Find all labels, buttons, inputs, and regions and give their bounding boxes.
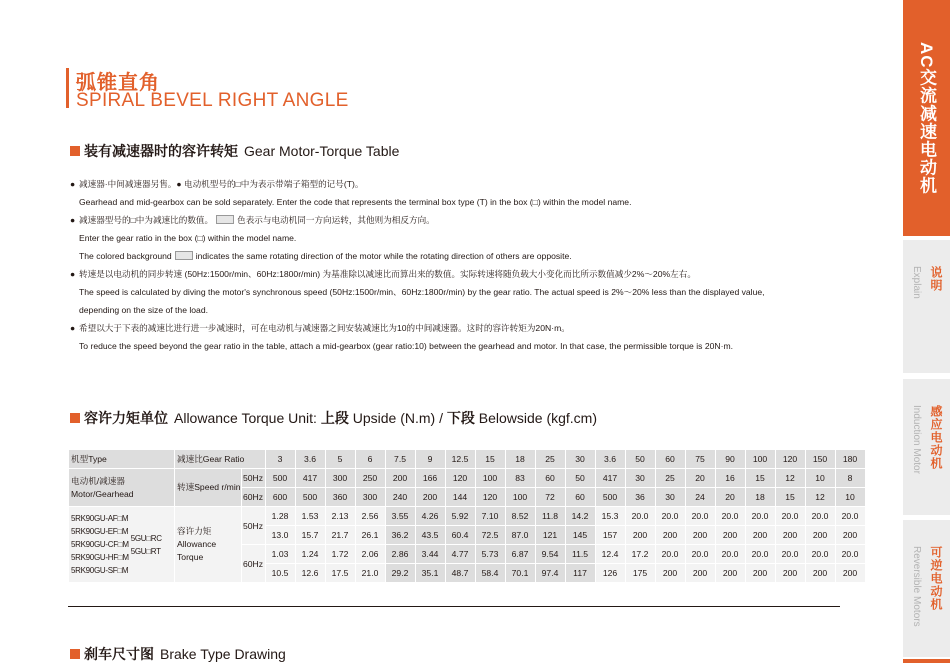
speed-header: 转速Speed r/min — [175, 469, 242, 507]
torque-cell: 1.03 — [265, 545, 295, 564]
ratio-cell: 180 — [835, 450, 865, 469]
torque-cell: 87.0 — [505, 526, 535, 545]
page-title-cn: 弧锥直角 — [76, 72, 160, 94]
speed-cell: 12 — [805, 488, 835, 507]
model-name: 5RK90GU-EF□M — [71, 527, 129, 536]
speed-cell: 100 — [475, 469, 505, 488]
torque-cell: 2.56 — [355, 507, 385, 526]
torque-cell: 21.0 — [355, 564, 385, 583]
torque-cell: 200 — [685, 526, 715, 545]
torque-cell: 21.7 — [325, 526, 355, 545]
torque-cell: 200 — [745, 564, 775, 583]
torque-cell: 200 — [715, 526, 745, 545]
speed-cell: 120 — [475, 488, 505, 507]
torque-cell: 36.2 — [385, 526, 415, 545]
torque-cell: 58.4 — [475, 564, 505, 583]
motor-gearhead-header: 电动机/减速器 Motor/Gearhead — [69, 469, 175, 507]
torque-cell: 1.28 — [265, 507, 295, 526]
speed-cell: 500 — [595, 488, 625, 507]
ratio-cell: 100 — [745, 450, 775, 469]
tab-induction-motor[interactable] — [903, 379, 950, 515]
speed-cell: 10 — [835, 488, 865, 507]
speed-50-row — [69, 469, 866, 488]
ratio-row — [69, 450, 866, 469]
notes-list — [70, 175, 860, 355]
speed-cell: 300 — [325, 469, 355, 488]
torque-cell: 4.77 — [445, 545, 475, 564]
tab-explain-sub: Explain — [911, 266, 922, 299]
section-title-en: Brake Type Drawing — [160, 646, 286, 662]
torque-cell: 20.0 — [775, 545, 805, 564]
torque-cell: 17.5 — [325, 564, 355, 583]
torque-cell: 20.0 — [835, 545, 865, 564]
color-swatch — [216, 215, 234, 224]
tab-reversible-motors-label: 可逆电动机 — [929, 546, 943, 611]
tab-ac-gear-motor-label: AC交流减速电动机 — [917, 42, 936, 195]
speed-cell: 10 — [805, 469, 835, 488]
torque-cell: 20.0 — [625, 507, 655, 526]
torque-cell: 20.0 — [745, 507, 775, 526]
ratio-cell: 150 — [805, 450, 835, 469]
torque-table — [68, 449, 866, 583]
note-line: ● 减速器·中间减速器另售。● 电动机型号的□中为表示带端子箱型的记号(T)。 — [70, 179, 364, 189]
torque-cell: 200 — [715, 564, 745, 583]
torque-cell: 9.54 — [535, 545, 565, 564]
torque-cell: 1.72 — [325, 545, 355, 564]
speed-cell: 20 — [715, 488, 745, 507]
model-name: 5RK90GU-SF□M — [71, 566, 129, 575]
note-line: To reduce the speed beyond the gear ratio in the table, attach a mid-gearbox (gear ratio:10) between the gearhead and motor. In that case, the permissible torque is 20N·m. — [79, 341, 733, 351]
note-line: ● 减速器型号的□中为减速比的数值。 色表示与电动机同一方向运转，其他则为相反方向。 — [70, 215, 435, 225]
note-line: Gearhead and mid-gearbox can be sold separately. Enter the code that represents the terminal box type (T) in the box (□) within the model name. — [79, 197, 632, 207]
section-brake-drawing — [70, 644, 286, 664]
torque-cell: 3.55 — [385, 507, 415, 526]
torque-cell: 20.0 — [655, 545, 685, 564]
torque-cell: 15.3 — [595, 507, 625, 526]
torque-cell: 43.5 — [415, 526, 445, 545]
torque-cell: 200 — [805, 564, 835, 583]
torque-cell: 157 — [595, 526, 625, 545]
note-line: ● 希望以大于下表的减速比进行进一步减速时，可在电动机与减速器之间安装减速比为10的中间减速器。这时的容许转矩为20N·m。 — [70, 323, 570, 333]
ratio-cell: 50 — [625, 450, 655, 469]
torque-cell: 5.92 — [445, 507, 475, 526]
torque-cell: 20.0 — [685, 545, 715, 564]
torque-cell: 13.0 — [265, 526, 295, 545]
torque-cell: 1.24 — [295, 545, 325, 564]
torque-cell: 20.0 — [805, 545, 835, 564]
torque-cell: 10.5 — [265, 564, 295, 583]
torque-cell: 11.8 — [535, 507, 565, 526]
note-line: Enter the gear ratio in the box (□) within the model name. — [79, 233, 297, 243]
speed-cell: 83 — [505, 469, 535, 488]
speed-cell: 24 — [685, 488, 715, 507]
note-line: ● 转速是以电动机的同步转速 (50Hz:1500r/min、60Hz:1800r/min) 为基准除以减速比而算出来的数值。实际转速将随负载大小变化而比所示数值减少2%～20%左右。 — [70, 269, 696, 279]
hz-label: 60Hz — [241, 545, 265, 583]
speed-cell: 30 — [655, 488, 685, 507]
tab-explain[interactable] — [903, 240, 950, 373]
ratio-cell: 3.6 — [595, 450, 625, 469]
model-name: 5RK90GU-CF□M — [71, 540, 129, 549]
torque-cell: 17.2 — [625, 545, 655, 564]
section-title-en: Gear Motor-Torque Table — [244, 143, 400, 159]
torque-cell: 20.0 — [655, 507, 685, 526]
model-header: 机型Type — [69, 450, 175, 469]
ratio-cell: 6 — [355, 450, 385, 469]
torque-cell: 175 — [625, 564, 655, 583]
torque-cell: 4.26 — [415, 507, 445, 526]
speed-cell: 60 — [565, 488, 595, 507]
ratio-cell: 15 — [475, 450, 505, 469]
title-accent-bar — [66, 68, 69, 108]
speed-cell: 15 — [745, 469, 775, 488]
speed-cell: 30 — [625, 469, 655, 488]
tab-induction-motor-label: 感应电动机 — [929, 405, 943, 470]
speed-cell: 60 — [535, 469, 565, 488]
section-allowance-torque: 容许力矩单位 Allowance Torque Unit: 上段 Upside (N.m) / 下段 Belowside (kgf.cm) — [70, 408, 597, 428]
torque-cell: 12.6 — [295, 564, 325, 583]
torque-cell: 126 — [595, 564, 625, 583]
torque-cell: 200 — [835, 526, 865, 545]
section-gear-motor-torque — [70, 141, 399, 161]
speed-cell: 600 — [265, 488, 295, 507]
gearhead-name: 5GU□RC — [130, 533, 162, 543]
torque-cell: 20.0 — [715, 545, 745, 564]
torque-cell: 2.13 — [325, 507, 355, 526]
speed-cell: 360 — [325, 488, 355, 507]
note-line: The colored background indicates the same rotating direction of the motor while the rotating direction of others are opposite. — [79, 251, 572, 261]
speed-cell: 300 — [355, 488, 385, 507]
table-bottom-rule — [68, 606, 840, 607]
torque-cell: 200 — [805, 526, 835, 545]
tab-bottom-accent — [903, 659, 950, 663]
torque-cell: 20.0 — [775, 507, 805, 526]
torque-cell: 26.1 — [355, 526, 385, 545]
torque-row — [69, 507, 866, 526]
speed-cell: 12 — [775, 469, 805, 488]
speed-cell: 200 — [385, 469, 415, 488]
speed-cell: 144 — [445, 488, 475, 507]
ratio-cell: 60 — [655, 450, 685, 469]
speed-cell: 50 — [565, 469, 595, 488]
torque-cell: 60.4 — [445, 526, 475, 545]
ratio-cell: 12.5 — [445, 450, 475, 469]
speed-cell: 16 — [715, 469, 745, 488]
torque-cell: 200 — [745, 526, 775, 545]
tab-reversible-motors-sub: Reversible Motors — [911, 546, 922, 627]
hz-label: 60Hz — [241, 488, 265, 507]
note-line: depending on the size of the load. — [79, 305, 209, 315]
torque-cell: 200 — [655, 564, 685, 583]
model-list — [69, 507, 175, 583]
speed-cell: 72 — [535, 488, 565, 507]
tab-induction-motor-sub: Induction Motor — [911, 405, 922, 474]
page-title-en: SPIRAL BEVEL RIGHT ANGLE — [76, 90, 349, 111]
ratio-cell: 3.6 — [295, 450, 325, 469]
speed-cell: 500 — [265, 469, 295, 488]
torque-cell: 20.0 — [685, 507, 715, 526]
torque-cell: 200 — [685, 564, 715, 583]
torque-header: 容许力矩 Allowance Torque — [175, 507, 242, 583]
torque-cell: 8.52 — [505, 507, 535, 526]
torque-cell: 20.0 — [835, 507, 865, 526]
torque-cell: 200 — [655, 526, 685, 545]
torque-cell: 3.44 — [415, 545, 445, 564]
hz-label: 50Hz — [241, 507, 265, 545]
speed-cell: 200 — [415, 488, 445, 507]
torque-cell: 35.1 — [415, 564, 445, 583]
speed-cell: 120 — [445, 469, 475, 488]
speed-cell: 20 — [685, 469, 715, 488]
torque-cell: 72.5 — [475, 526, 505, 545]
note-line: The speed is calculated by diving the motor's synchronous speed (50Hz:1500r/min、60Hz:1800r/min) by the gear ratio. The actual speed is 2%～20% less than the displayed value, — [79, 287, 765, 297]
speed-cell: 15 — [775, 488, 805, 507]
hz-label: 50Hz — [241, 469, 265, 488]
ratio-cell: 5 — [325, 450, 355, 469]
torque-cell: 121 — [535, 526, 565, 545]
ratio-cell: 90 — [715, 450, 745, 469]
chapter-sidebar — [903, 0, 950, 663]
ratio-header: 减速比Gear Ratio — [175, 450, 266, 469]
tab-ac-gear-motor[interactable] — [903, 0, 950, 236]
speed-cell: 417 — [295, 469, 325, 488]
torque-cell: 200 — [775, 526, 805, 545]
speed-cell: 25 — [655, 469, 685, 488]
torque-cell: 20.0 — [745, 545, 775, 564]
section-title-cn: 装有减速器时的容许转矩 — [84, 143, 238, 159]
ratio-cell: 18 — [505, 450, 535, 469]
section-square-icon — [70, 146, 80, 156]
section-square-icon — [70, 649, 80, 659]
torque-cell: 2.86 — [385, 545, 415, 564]
torque-cell: 6.87 — [505, 545, 535, 564]
torque-cell: 20.0 — [715, 507, 745, 526]
ratio-cell: 7.5 — [385, 450, 415, 469]
section-square-icon — [70, 413, 80, 423]
torque-cell: 7.10 — [475, 507, 505, 526]
torque-cell: 200 — [775, 564, 805, 583]
gearhead-name: 5GU□RT — [130, 546, 161, 556]
speed-cell: 500 — [295, 488, 325, 507]
ratio-cell: 3 — [265, 450, 295, 469]
torque-cell: 12.4 — [595, 545, 625, 564]
torque-cell: 14.2 — [565, 507, 595, 526]
speed-cell: 36 — [625, 488, 655, 507]
speed-cell: 166 — [415, 469, 445, 488]
ratio-cell: 25 — [535, 450, 565, 469]
torque-cell: 117 — [565, 564, 595, 583]
speed-cell: 18 — [745, 488, 775, 507]
speed-cell: 240 — [385, 488, 415, 507]
torque-cell: 1.53 — [295, 507, 325, 526]
ratio-cell: 75 — [685, 450, 715, 469]
speed-cell: 100 — [505, 488, 535, 507]
ratio-cell: 120 — [775, 450, 805, 469]
tab-reversible-motors[interactable] — [903, 520, 950, 657]
torque-cell: 15.7 — [295, 526, 325, 545]
speed-cell: 417 — [595, 469, 625, 488]
torque-cell: 11.5 — [565, 545, 595, 564]
torque-cell: 200 — [625, 526, 655, 545]
torque-cell: 145 — [565, 526, 595, 545]
model-name: 5RK90GU-HF□M — [71, 553, 129, 562]
torque-cell: 97.4 — [535, 564, 565, 583]
tab-explain-label: 说明 — [929, 266, 943, 292]
torque-cell: 48.7 — [445, 564, 475, 583]
torque-cell: 29.2 — [385, 564, 415, 583]
torque-cell: 5.73 — [475, 545, 505, 564]
torque-cell: 200 — [835, 564, 865, 583]
torque-cell: 2.06 — [355, 545, 385, 564]
ratio-cell: 30 — [565, 450, 595, 469]
speed-cell: 250 — [355, 469, 385, 488]
color-swatch — [175, 251, 193, 260]
ratio-cell: 9 — [415, 450, 445, 469]
torque-cell: 20.0 — [805, 507, 835, 526]
speed-cell: 8 — [835, 469, 865, 488]
torque-cell: 70.1 — [505, 564, 535, 583]
section-title-cn: 刹车尺寸图 — [84, 646, 154, 662]
model-name: 5RK90GU-AF□M — [71, 514, 129, 523]
